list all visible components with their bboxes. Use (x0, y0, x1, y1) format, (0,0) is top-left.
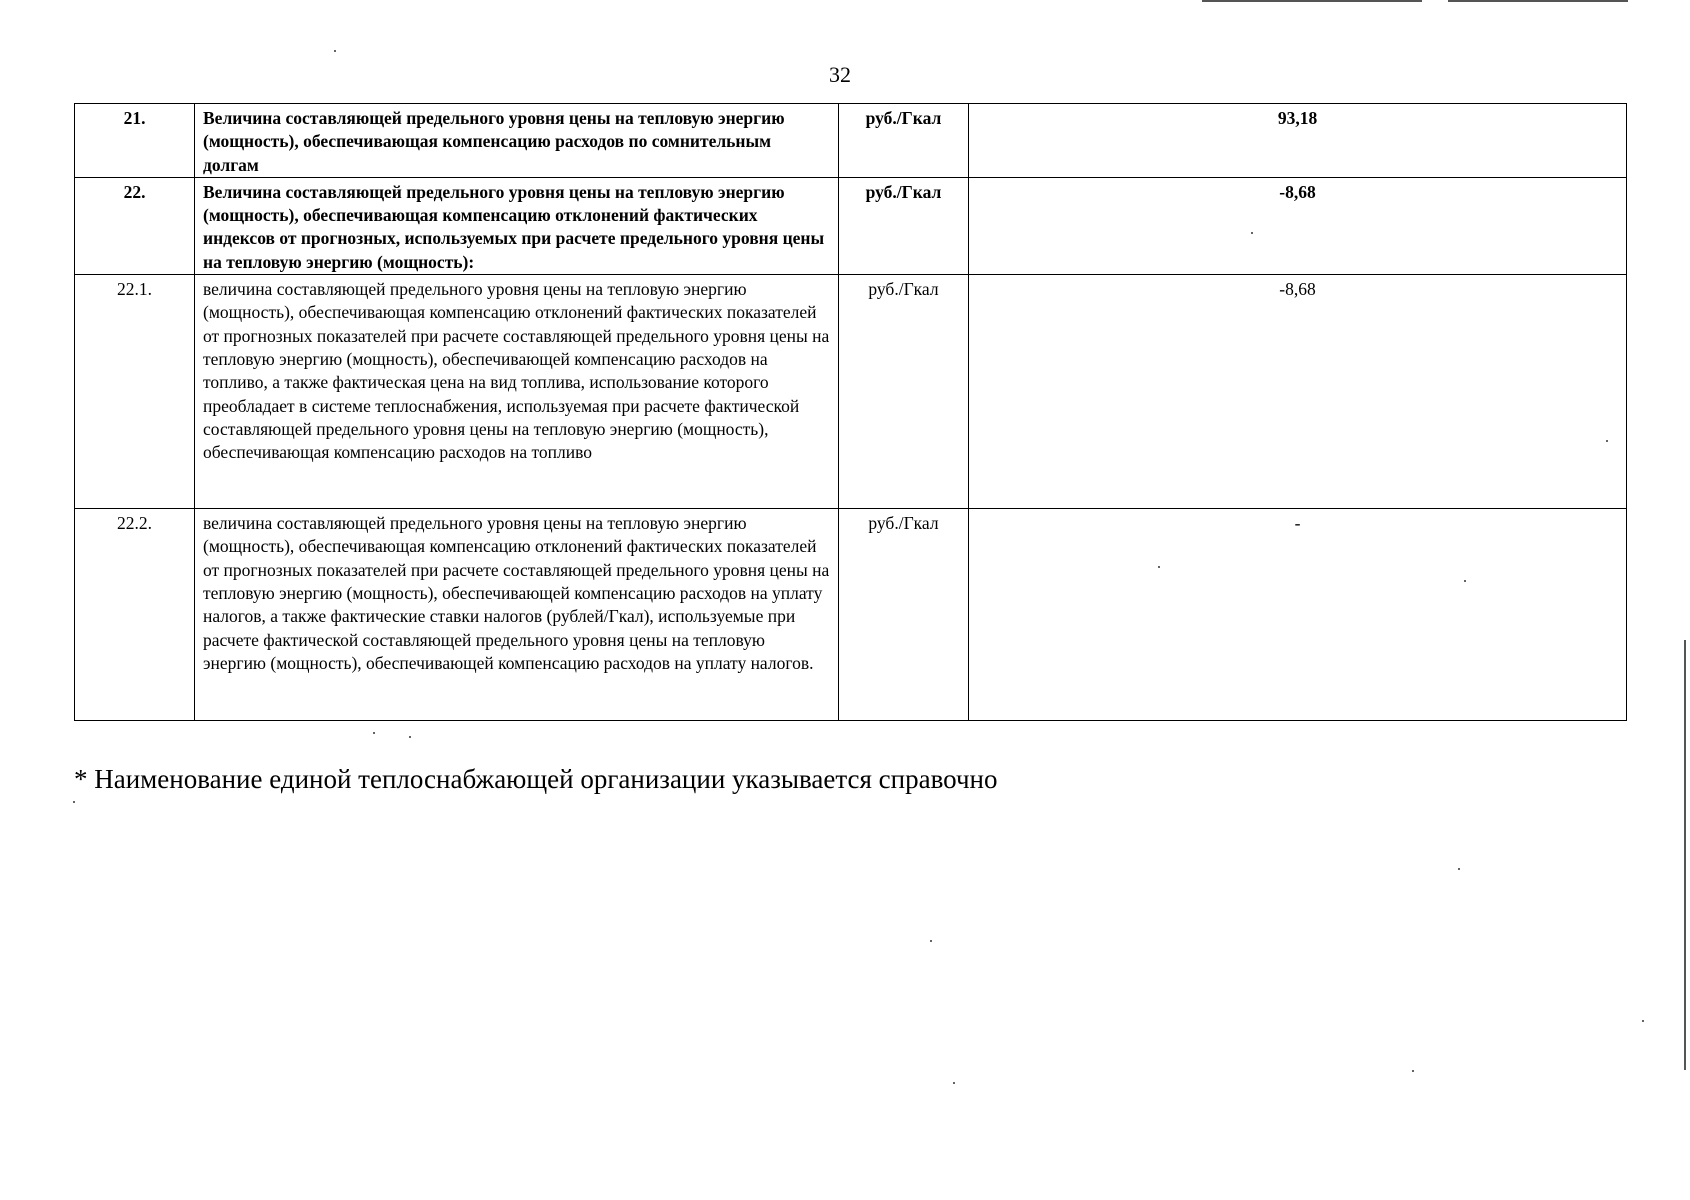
scan-speck (373, 732, 375, 734)
row-value: -8,68 (969, 177, 1627, 274)
scan-speck (930, 940, 932, 942)
row-description: Величина составляющей предельного уровня цены на тепловую энергию (мощность), обеспечивающая компенсацию отклонений фактических индексов от прогнозных, используемых при расчете предельного уровня цены на тепловую энергию (мощность): (195, 177, 839, 274)
row-unit: руб./Гкал (839, 104, 969, 178)
row-description: величина составляющей предельного уровня цены на тепловую энергию (мощность), обеспечивающая компенсацию отклонений фактических показателей от прогнозных показателей при расчете составляющей предельного уровня цены на тепловую энергию (мощность), обеспечивающей компенсацию расходов на уплату налогов, а также фактические ставки налогов (рублей/Гкал), используемые при расчете фактической составляющей предельного уровня цены на тепловую энергию (мощность), обеспечивающей компенсацию расходов на уплату налогов. (195, 509, 839, 721)
row-value: 93,18 (969, 104, 1627, 178)
row-unit: руб./Гкал (839, 275, 969, 509)
table-row (75, 104, 1627, 178)
row-description: Величина составляющей предельного уровня цены на тепловую энергию (мощность), обеспечивающая компенсацию расходов по сомнительным долгам (195, 104, 839, 178)
row-description: величина составляющей предельного уровня цены на тепловую энергию (мощность), обеспечивающая компенсацию отклонений фактических показателей от прогнозных показателей при расчете составляющей предельного уровня цены на тепловую энергию (мощность), обеспечивающей компенсацию расходов на топливо, а также фактическая цена на вид топлива, использование которого преобладает в системе теплоснабжения, используемая при расчете фактической составляющей предельного уровня цены на тепловую энергию (мощность), обеспечивающая компенсацию расходов на топливо (195, 275, 839, 509)
row-unit: руб./Гкал (839, 509, 969, 721)
row-number: 22. (75, 177, 195, 274)
row-number: 22.1. (75, 275, 195, 509)
scan-right-edge-line (1684, 640, 1686, 1070)
table-row (75, 275, 1627, 509)
table-row (75, 509, 1627, 721)
scan-speck (1158, 566, 1160, 568)
table-row (75, 177, 1627, 274)
scan-speck (1251, 232, 1253, 234)
scan-speck (1606, 440, 1608, 442)
scan-speck (73, 801, 75, 803)
row-number: 22.2. (75, 509, 195, 721)
page-number: 32 (829, 62, 851, 87)
report-table (74, 103, 1627, 721)
row-value: - (969, 509, 1627, 721)
scan-speck (1464, 580, 1466, 582)
scan-speck (334, 50, 336, 52)
scan-speck (953, 1082, 955, 1084)
scan-speck (1642, 1020, 1644, 1022)
row-unit: руб./Гкал (839, 177, 969, 274)
scan-top-edge-lines (1190, 0, 1690, 4)
row-value: -8,68 (969, 275, 1627, 509)
scan-speck (409, 736, 411, 738)
row-number: 21. (75, 104, 195, 178)
footnote: * Наименование единой теплоснабжающей организации указывается справочно (74, 764, 998, 794)
scan-speck (1458, 868, 1460, 870)
scan-speck (1412, 1070, 1414, 1072)
